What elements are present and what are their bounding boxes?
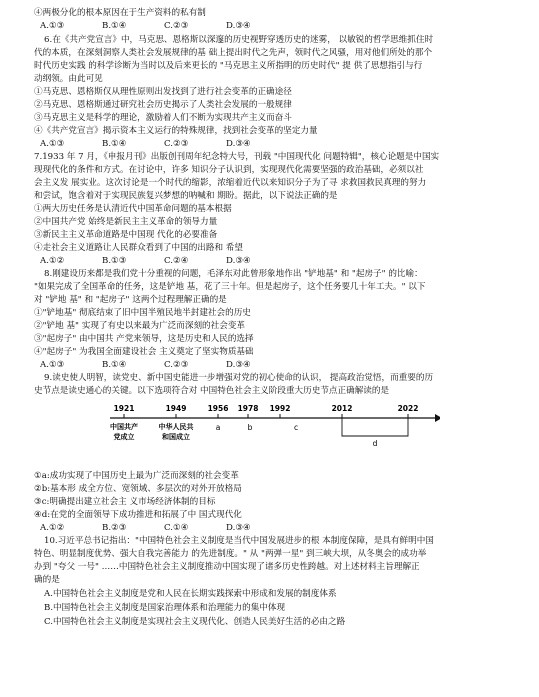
q8-statement-1: ①"铲地基" 彻底结束了旧中国半殖民地半封建社会的历史 bbox=[34, 308, 251, 318]
q7-statement-2: ②中国共产党 始终是新民主主义革命的领导力量 bbox=[34, 217, 218, 227]
timeline-year-label: 1992 bbox=[269, 404, 291, 413]
option-b[interactable]: B.①④ bbox=[102, 21, 127, 31]
timeline-arrow bbox=[435, 414, 440, 422]
q7-stem-line: 现现代化的条件和方式。在讨论中，许多 知识分子认识到，实现现代化需要坚强的政治基础，必须以社 bbox=[34, 165, 424, 175]
timeline-event-label: 中国共产 bbox=[110, 423, 138, 431]
q6-stem-line: 时代历史实践 的科学诊断为当时以及后来更长的 "马克思主义所指明的历史时代" 提 供了思想指引与行 bbox=[34, 61, 423, 71]
option-d[interactable]: D.③④ bbox=[226, 256, 251, 266]
option-c[interactable]: C.②③ bbox=[164, 360, 189, 370]
option-d[interactable]: D.③④ bbox=[226, 21, 251, 31]
timeline-year-label: 1978 bbox=[237, 404, 259, 413]
timeline-event-label: 党成立 bbox=[113, 433, 135, 441]
timeline-event-label: 中华人民共 bbox=[158, 423, 194, 431]
option-d[interactable]: D.③④ bbox=[226, 139, 251, 149]
q6-statement-2: ②马克思、恩格斯通过研究社会历史揭示了人类社会发展的一般规律 bbox=[34, 100, 292, 110]
q5-statement-4: ④两极分化的根本原因在于生产资料的私有制 bbox=[34, 8, 206, 18]
option-a[interactable]: A.①③ bbox=[40, 21, 65, 31]
timeline-segment-b: b bbox=[247, 423, 253, 432]
q8-stem-line: "如果完成了全国革命的任务，这是铲地 基，花了三十年。但是起房子，这个任务要几十年工夫。" 以下 bbox=[34, 282, 426, 292]
q6-stem: 6.在《共产党宣言》中，马克思、恩格斯以深邃的历史视野穿透历史的迷雾， 以敏锐的哲学思维抓住时 bbox=[44, 35, 434, 45]
option-a[interactable]: A.①② bbox=[40, 256, 65, 266]
q7-statement-1: ①两大历史任务是认清近代中国革命问题的基本根据 bbox=[34, 204, 232, 214]
q10-option-b[interactable]: B.中国特色社会主义制度是国家治理体系和治理能力的集中体现 bbox=[44, 603, 286, 613]
timeline-segment-d: d bbox=[372, 439, 378, 448]
q8-statement-2: ②"铲地 基" 实现了有史以来最为广泛而深刻的社会变革 bbox=[34, 321, 246, 331]
option-b[interactable]: B.①③ bbox=[102, 256, 127, 266]
q8-statement-4: ④"起房子" 为我国全面建设社会 主义奠定了坚实物质基础 bbox=[34, 347, 254, 357]
q9-stem: 9.读史使人明智，读党史、新中国史能进一步增强对党的初心使命的认识， 提高政治觉悟，而重要的历 bbox=[44, 373, 434, 383]
q9-options bbox=[40, 523, 288, 534]
q10-stem-line: 办到 "夸父 一号" ……中国特色社会主义制度推动中国实现了诸多历史性跨越。对上述材料主旨理解正 bbox=[34, 562, 420, 572]
q7-statement-4: ④走社会主义道路让人民群众看到了中国的出路和 希望 bbox=[34, 243, 243, 253]
q7-statement-3: ③新民主主义革命道路是中国现 代化的必要准备 bbox=[34, 230, 218, 240]
q6-options bbox=[40, 139, 288, 150]
q9-statement-1: ①a:成功实现了中国历史上最为广泛而深刻的社会变革 bbox=[34, 471, 239, 481]
option-a[interactable]: A.①③ bbox=[40, 360, 65, 370]
q6-statement-3: ③马克思主义是科学的理论，激励着人们不断为实现共产主义而奋斗 bbox=[34, 113, 292, 123]
q6-statement-4: ④《共产党宣言》揭示资本主义运行的特殊规律，找到社会变革的坚定力量 bbox=[34, 126, 318, 136]
option-d[interactable]: D.③④ bbox=[226, 360, 251, 370]
q5-options bbox=[40, 21, 288, 32]
segment-d-bracket bbox=[342, 418, 408, 436]
option-a[interactable]: A.①③ bbox=[40, 139, 65, 149]
option-a[interactable]: A.①② bbox=[40, 523, 65, 533]
q8-options bbox=[40, 360, 288, 371]
q7-options bbox=[40, 256, 288, 267]
q9-statement-4: ④d:在党的全面领导下成功推进和拓展了中 国式现代化 bbox=[34, 510, 242, 520]
option-b[interactable]: B.②③ bbox=[102, 523, 127, 533]
timeline-year-label: 1949 bbox=[165, 404, 187, 413]
q10-stem: 10.习近平总书记指出："中国特色社会主义制度是当代中国发展进步的根 本制度保障，是具有鲜明中国 bbox=[44, 536, 434, 546]
option-c[interactable]: C.②④ bbox=[164, 256, 189, 266]
timeline-event-label: 和国成立 bbox=[162, 433, 190, 441]
q6-statement-1: ①马克思、恩格斯仅从理性原则出发找到了进行社会变革的正确途径 bbox=[34, 87, 292, 97]
timeline-year-label: 1956 bbox=[207, 404, 229, 413]
timeline-segment-a: a bbox=[215, 423, 221, 432]
q9-statement-3: ③c:明确提出建立社会主 义市场经济体制的目标 bbox=[34, 497, 216, 507]
q7-stem-line: 会主义发 展实业。这次讨论是一个时代的缩影，浓缩着近代以来知识分子为了寻 求救国救民真理的努力 bbox=[34, 178, 427, 188]
q9-statement-2: ②b:基本形 成全方位、宽领域、多层次的对外开放格局 bbox=[34, 484, 242, 494]
q8-stem: 8.刚建设历来都是我们党十分重视的问题，毛泽东对此曾形象地作出 "铲地基" 和 "起房子" 的比喻： bbox=[44, 269, 423, 279]
option-c[interactable]: C.①④ bbox=[164, 523, 189, 533]
option-c[interactable]: C.②③ bbox=[164, 139, 189, 149]
q6-stem-line: 动纲领。由此可见 bbox=[34, 74, 103, 84]
q10-stem-line: 确的是 bbox=[34, 575, 60, 585]
q8-statement-3: ③"起房子" 由中国共 产党来领导，这是历史和人民的选择 bbox=[34, 334, 254, 344]
q7-stem: 7.1933 年 7 月，《申报月刊》出版创刊周年纪念特大号，刊载 "中国现代化 问题特辑"，核心论题是中国实 bbox=[34, 152, 440, 162]
option-c[interactable]: C.②③ bbox=[164, 21, 189, 31]
timeline-year-label: 1921 bbox=[113, 404, 135, 413]
q10-option-c[interactable]: C.中国特色社会主义制度是实现社会主义现代化、创造人民美好生活的必由之路 bbox=[44, 617, 346, 627]
q10-option-a[interactable]: A.中国特色社会主义制度是党和人民在长期实践探索中形成和发展的制度体系 bbox=[44, 589, 337, 599]
q10-stem-line: 特色、明显制度优势、强大自我完善能力 的先进制度。" 从 "两弹一星" 到三峡大坝，从冬奥会的成功举 bbox=[34, 549, 427, 559]
timeline-year-label: 2012 bbox=[331, 404, 353, 413]
q7-stem-line: 和尝试，饱含着对于实现民族复兴梦想的呐喊和 期盼。据此，以下说法正确的是 bbox=[34, 191, 338, 201]
option-b[interactable]: B.①④ bbox=[102, 360, 127, 370]
q8-stem-line: 对 "铲地 基" 和 "起房子" 这两个过程理解正确的是 bbox=[34, 295, 227, 305]
q9-stem-line: 史节点是读史通心的关键。以下选项符合对 中国特色社会主义阶段重大历史节点正确解读的是 bbox=[34, 386, 390, 396]
option-b[interactable]: B.①④ bbox=[102, 139, 127, 149]
timeline-segment-c: c bbox=[293, 423, 299, 432]
history-timeline bbox=[110, 402, 440, 464]
option-d[interactable]: D.③④ bbox=[226, 523, 251, 533]
q6-stem-line: 代的本质，在深刻洞察人类社会发展规律的基 础上提出时代之先声，领时代之风骚，用对他们所处的那个 bbox=[34, 48, 433, 58]
timeline-year-label: 2022 bbox=[397, 404, 419, 413]
